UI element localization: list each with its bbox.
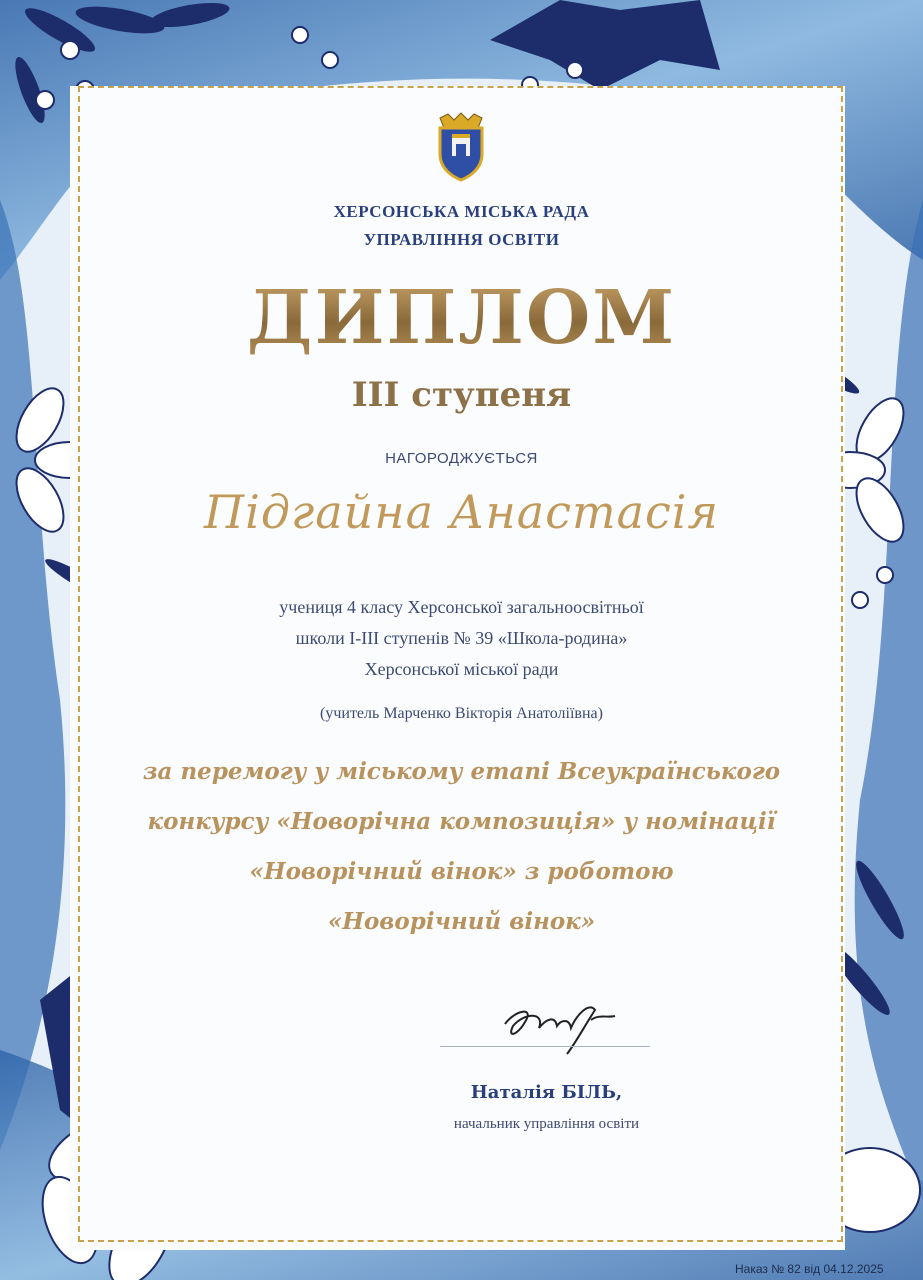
- reason-line: за перемогу у міському етапі Всеукраїнського: [142, 758, 781, 785]
- description-line: Херсонської міської ради: [364, 659, 559, 679]
- recipient-name: Підгайна Анастасія: [204, 485, 719, 539]
- signatory-position: начальник управління освіти: [453, 1116, 640, 1132]
- coat-of-arms-icon: [432, 112, 490, 182]
- diploma-title: ДИПЛОМ: [0, 275, 923, 361]
- order-note: Наказ № 82 від 04.12.2025: [735, 1262, 884, 1276]
- signature-line: [440, 1046, 650, 1047]
- reason-line: «Новорічний вінок» з роботою: [249, 858, 674, 885]
- recipient-description: [0, 592, 923, 685]
- description-line: школи І-ІІІ ступенів № 39 «Школа-родина»: [295, 628, 628, 648]
- award-reason: [0, 747, 923, 947]
- reason-line: «Новорічний вінок»: [327, 908, 596, 935]
- org-name-line1: ХЕРСОНСЬКА МІСЬКА РАДА: [333, 202, 590, 221]
- signatory-name: Наталія БІЛЬ,: [470, 1082, 623, 1103]
- teacher-note: (учитель Марченко Вікторія Анатоліївна): [320, 705, 603, 722]
- description-line: учениця 4 класу Херсонської загальноосвітньої: [279, 597, 644, 617]
- reason-line: конкурсу «Новорічна композиція» у номінації: [147, 808, 776, 835]
- awarded-label: НАГОРОДЖУЄТЬСЯ: [385, 450, 538, 467]
- diploma-degree: ІІІ ступеня: [351, 375, 572, 415]
- handwritten-signature: [495, 992, 625, 1058]
- org-name-line2: УПРАВЛІННЯ ОСВІТИ: [363, 230, 560, 249]
